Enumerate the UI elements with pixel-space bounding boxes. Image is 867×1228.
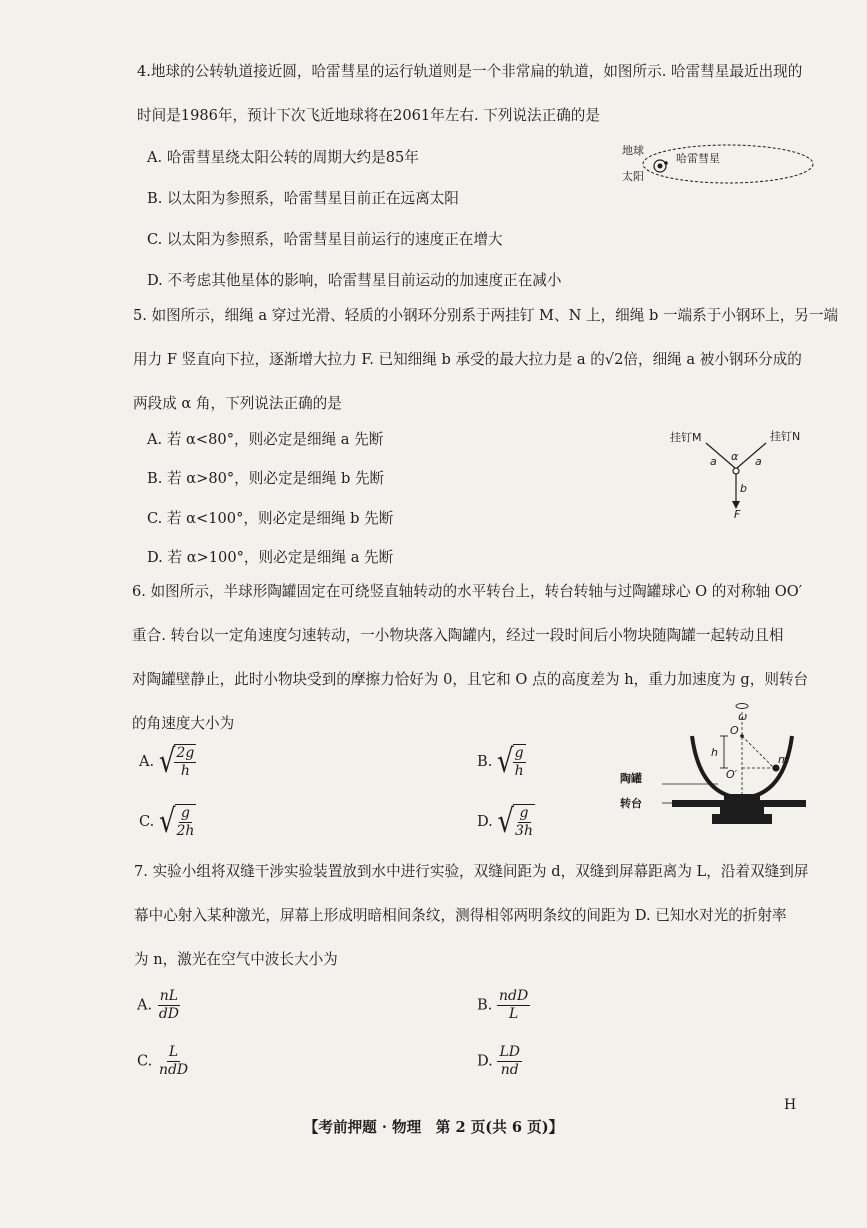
question-7-option-d xyxy=(477,1044,522,1079)
steel-ring xyxy=(733,468,739,474)
question-5-option-a: A. 若 α<80°，则必定是细绳 a 先断 xyxy=(147,431,384,448)
fig-o-label: O xyxy=(730,724,739,737)
fig-nail-n-label: 挂钉N xyxy=(770,430,801,443)
question-6-option-c xyxy=(139,804,196,840)
fig-f-label: F xyxy=(734,508,741,520)
fraction-denominator: dD xyxy=(158,1006,180,1022)
turntable-shaft-upper xyxy=(720,807,764,814)
option-d-label: D. xyxy=(477,813,493,830)
rotation-arrow xyxy=(736,704,748,709)
sun-dot xyxy=(658,164,663,169)
question-7-line-1: 7. 实验小组将双缝干涉实验装置放到水中进行实验，双缝间距为 d，双缝到屏幕距离为 L，沿着双缝到屏 xyxy=(134,863,809,880)
option-c-label: C. xyxy=(139,813,155,830)
option-b-label: B. xyxy=(477,753,493,770)
fraction-numerator: LD xyxy=(499,1044,520,1060)
fraction-denominator: h xyxy=(514,763,524,779)
option-a-label: A. xyxy=(137,996,153,1014)
question-6-line-1: 6. 如图所示，半球形陶罐固定在可绕竖直轴转动的水平转台上，转台转轴与过陶罐球心 O 的对称轴 OO′ xyxy=(132,583,803,600)
fig-b-label: b xyxy=(740,482,747,495)
rotating-jar-figure xyxy=(612,700,812,832)
question-4 xyxy=(137,50,802,138)
fraction-numerator: g xyxy=(519,805,529,821)
fraction xyxy=(157,988,181,1023)
fraction-denominator: L xyxy=(508,1006,519,1022)
fraction-numerator: g xyxy=(514,745,524,761)
question-7-option-a xyxy=(137,988,181,1023)
sqrt-expression: √ $\frac{2g}{h}$ xyxy=(158,743,195,781)
question-4-option-a: A. 哈雷彗星绕太阳公转的周期大约是85年 xyxy=(147,149,419,166)
halley-orbit-figure xyxy=(618,130,818,196)
sqrt-expression: √ $\frac{g}{2h}$ xyxy=(158,803,195,841)
fig-omega-label: ω xyxy=(738,710,748,723)
option-a-label: A. xyxy=(139,753,155,770)
version-mark: H xyxy=(784,1097,797,1113)
fraction xyxy=(497,988,530,1023)
question-4-line-1: 4.地球的公转轨道接近圆，哈雷彗星的运行轨道则是一个非常扁的轨道，如图所示. 哈雷彗星最近出现的 xyxy=(137,63,803,80)
option-c-label: C. xyxy=(137,1052,153,1070)
option-d-label: D. xyxy=(477,1052,493,1070)
turntable-shaft-lower xyxy=(712,814,772,824)
fig-a-right-label: a xyxy=(755,455,762,468)
fraction-denominator: h xyxy=(180,763,190,779)
question-6-line-2: 重合. 转台以一定角速度匀速转动，一小物块落入陶罐内，经过一段时间后小物块随陶罐一起转动且相 xyxy=(132,627,784,644)
fig-sun-label: 太阳 xyxy=(622,170,644,183)
question-6-option-a xyxy=(139,744,196,780)
fig-a-left-label: a xyxy=(710,455,717,468)
fraction xyxy=(497,1044,522,1079)
question-5-line-3: 两段成 α 角，下列说法正确的是 xyxy=(133,395,342,412)
fig-earth-label: 地球 xyxy=(622,144,644,157)
question-5-option-d: D. 若 α>100°，则必定是细绳 a 先断 xyxy=(147,549,394,566)
fraction-numerator: 2g xyxy=(176,745,195,761)
question-5-option-c: C. 若 α<100°，则必定是细绳 b 先断 xyxy=(147,510,394,527)
fraction-denominator: nd xyxy=(500,1062,519,1078)
question-6-line-3: 对陶罐壁静止，此时小物块受到的摩擦力恰好为 0，且它和 O 点的高度差为 h，重力加速度为 g，则转台 xyxy=(132,671,809,688)
turntable-plate xyxy=(672,800,806,807)
comet-orbit-ellipse xyxy=(643,145,813,183)
option-b-label: B. xyxy=(477,996,493,1014)
fig-jar-label: 陶罐 xyxy=(620,772,642,785)
sqrt-expression: √ $\frac{g}{3h}$ xyxy=(497,803,533,841)
question-7-line-2: 幕中心射入某种激光，屏幕上形成明暗相间条纹，测得相邻两明条纹的间距为 D. 已知水对光的折射率 xyxy=(134,907,787,924)
fraction-numerator: g xyxy=(181,805,190,821)
question-6-option-b xyxy=(477,744,526,780)
sqrt-expression: √ $\frac{g}{h}$ xyxy=(497,743,524,781)
question-7-line-3: 为 n，激光在空气中波长大小为 xyxy=(134,951,338,968)
page-footer: 【考前押题 · 物理 第 2 页(共 6 页)】 xyxy=(303,1119,564,1136)
question-7-option-b xyxy=(477,988,530,1023)
earth-dot xyxy=(664,161,668,165)
fig-h-label: h xyxy=(711,746,718,759)
radius-line xyxy=(742,736,774,768)
fraction-denominator: ndD xyxy=(158,1062,189,1078)
question-5-line-1: 5. 如图所示，细绳 a 穿过光滑、轻质的小钢环分别系于两挂钉 M、N 上，细绳 b 一端系于小钢环上，另一端 xyxy=(133,307,839,324)
fig-comet-label: 哈雷彗星 xyxy=(676,152,720,165)
question-6-option-d xyxy=(477,804,535,840)
question-7-option-c xyxy=(137,1044,190,1079)
question-5 xyxy=(133,294,838,426)
question-4-option-c: C. 以太阳为参照系，哈雷彗星目前运行的速度正在增大 xyxy=(147,231,503,248)
question-4-option-d: D. 不考虑其他星体的影响，哈雷彗星目前运动的加速度正在减小 xyxy=(147,272,562,289)
fig-m-label: m xyxy=(778,753,789,766)
fig-nail-m-label: 挂钉M xyxy=(670,431,702,444)
fig-o-prime-label: O′ xyxy=(726,768,738,781)
rope-ring-figure xyxy=(668,425,818,520)
question-5-line-2: 用力 F 竖直向下拉，逐渐增大拉力 F. 已知细绳 b 承受的最大拉力是 a 的√2倍，细绳 a 被小钢环分成的 xyxy=(133,351,802,368)
question-6-line-4: 的角速度大小为 xyxy=(132,715,235,732)
question-4-option-b: B. 以太阳为参照系，哈雷彗星目前正在远离太阳 xyxy=(147,190,459,207)
jar-base xyxy=(724,794,760,800)
fig-table-label: 转台 xyxy=(620,797,642,810)
question-5-option-b: B. 若 α>80°，则必定是细绳 b 先断 xyxy=(147,470,385,487)
fraction-numerator: L xyxy=(168,1044,179,1060)
fraction-denominator: 3h xyxy=(515,823,533,839)
question-4-line-2: 时间是1986年，预计下次飞近地球将在2061年左右. 下列说法正确的是 xyxy=(137,107,600,124)
fraction-numerator: ndD xyxy=(499,988,529,1004)
fraction xyxy=(157,1044,190,1079)
question-7 xyxy=(134,850,808,982)
fraction-denominator: 2h xyxy=(176,823,195,839)
fraction-numerator: nL xyxy=(159,988,179,1004)
fig-alpha-label: α xyxy=(731,450,739,463)
